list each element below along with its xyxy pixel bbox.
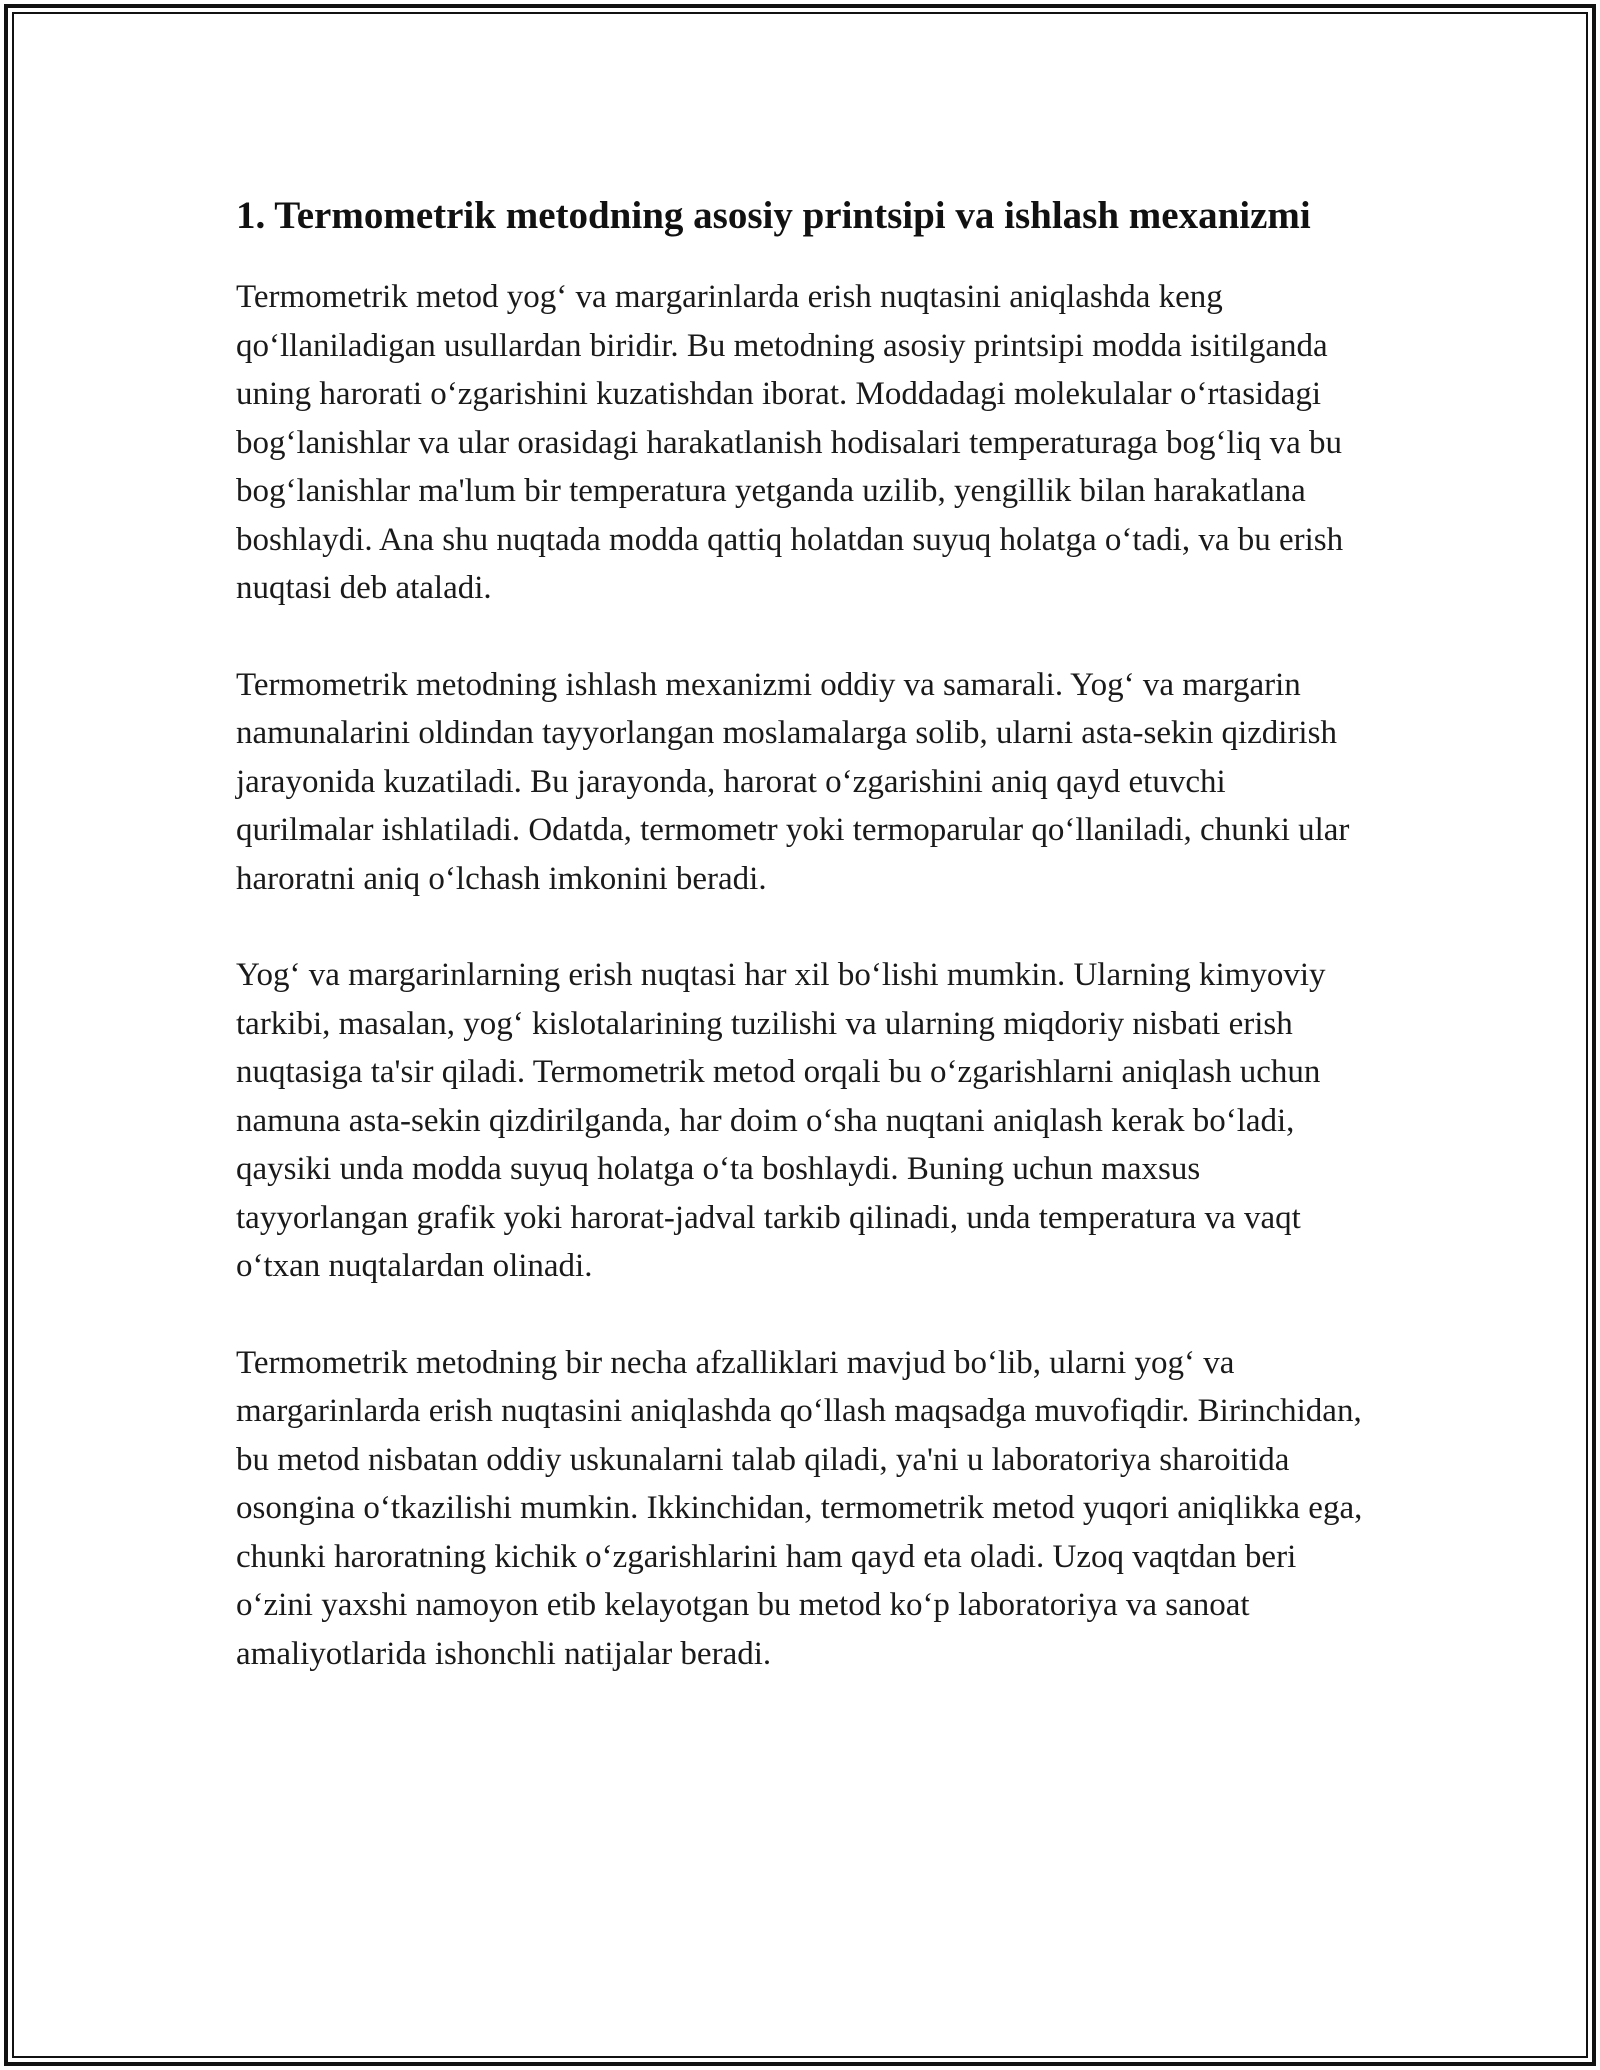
paragraph-advantages: Termometrik metodning bir necha afzalliklari mavjud bo‘lib, ularni yog‘ va margarinlarda erish nuqtasini aniqlashda qo‘llash maqsadga muvofiqdir. Birinchidan, bu metod nisbatan oddiy uskunalarni talab qiladi, ya'ni u laboratoriya sharoitida osongina o‘tkazilishi mumkin. Ikkinchidan, termometrik metod yuqori aniqlikka ega, chunki haroratning kichik o‘zgarishlarini ham qayd eta oladi. Uzoq vaqtdan beri o‘zini yaxshi namoyon etib kelayotgan bu metod ko‘p laboratoriya va sanoat amaliyotlarida ishonchli natijalar beradi. — [236, 1344, 1363, 1672]
section-heading: 1. Termometrik metodning asosiy printsipi va ishlash mexanizmi — [236, 194, 1311, 237]
document-body — [236, 188, 1370, 1726]
paragraph-mechanism: Termometrik metodning ishlash mexanizmi oddiy va samarali. Yog‘ va margarin namunalarini oldindan tayyorlangan moslamalarga solib, ularni asta-sekin qizdirish jarayonida kuzatiladi. Bu jarayonda, harorat o‘zgarishini aniq qayd etuvchi qurilmalar ishlatiladi. Odatda, termometr yoki termoparular qo‘llaniladi, chunki ular haroratni aniq o‘lchash imkonini beradi. — [236, 666, 1350, 897]
paragraph-principle: Termometrik metod yog‘ va margarinlarda erish nuqtasini aniqlashda keng qo‘llaniladigan usullardan biridir. Bu metodning asosiy printsipi modda isitilganda uning harorati o‘zgarishini kuzatishdan iborat. Moddadagi molekulalar o‘rtasidagi bog‘lanishlar va ular orasidagi harakatlanish hodisalari temperaturaga bog‘liq va bu bog‘lanishlar ma'lum bir temperatura yetganda uzilib, yengillik bilan harakatlana boshlaydi. Ana shu nuqtada modda qattiq holatdan suyuq holatga o‘tadi, va bu erish nuqtasi deb ataladi. — [236, 279, 1344, 606]
paragraph-melting-point: Yog‘ va margarinlarning erish nuqtasi har xil bo‘lishi mumkin. Ularning kimyoviy tarkibi, masalan, yog‘ kislotalarining tuzilishi va ularning miqdoriy nisbati erish nuqtasiga ta'sir qiladi. Termometrik metod orqali bu o‘zgarishlarni aniqlash uchun namuna asta-sekin qizdirilganda, har doim o‘sha nuqtani aniqlash kerak bo‘ladi, qaysiki unda modda suyuq holatga o‘ta boshlaydi. Buning uchun maxsus tayyorlangan grafik yoki harorat-jadval tarkib qilinadi, unda temperatura va vaqt o‘txan nuqtalardan olinadi. — [236, 957, 1326, 1284]
